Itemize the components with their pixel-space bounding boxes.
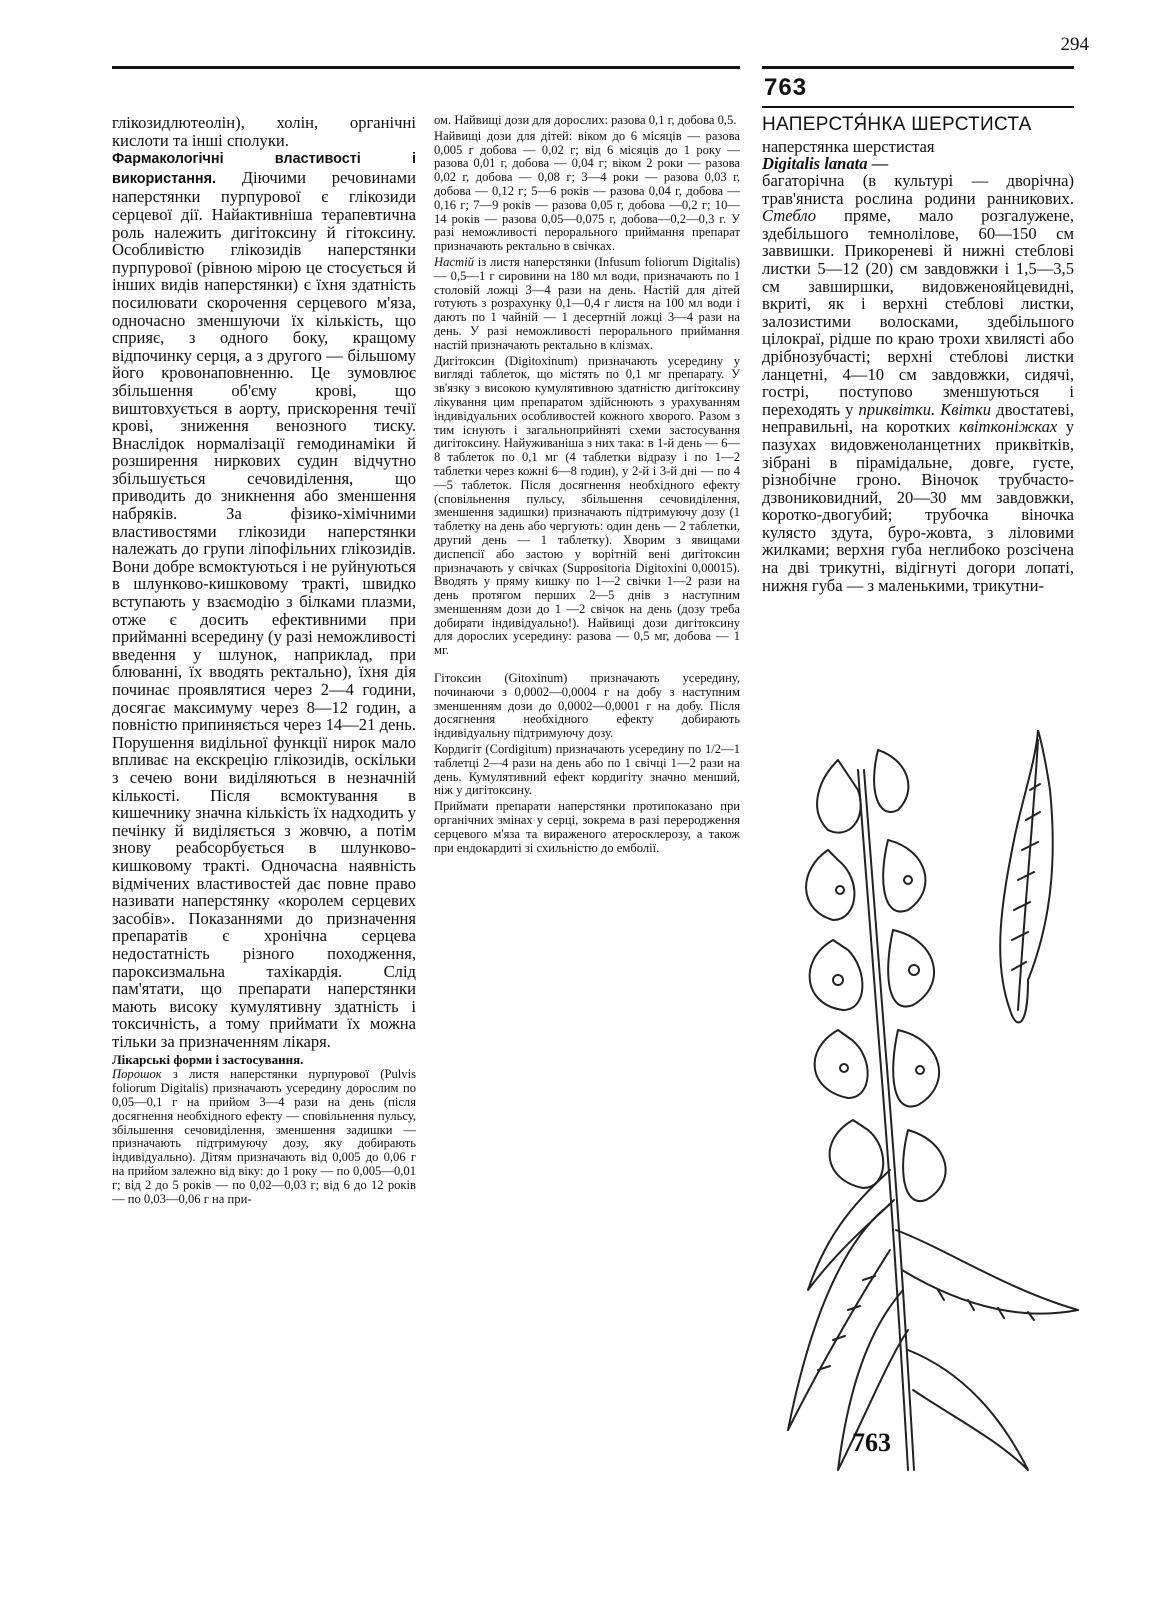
digitoxin-paragraph: Дигітоксин (Digitoxinum) призначають усередину у вигляді таблеток, що містять по 0,1 мг препарату. У зв'язку з високою кумулятивною здатністю дигітоксину лікування цим препаратом здійснюють з урахуванням індивідуальних особливостей кожного хворого. Разом з тим існують і загальноприйняті схеми застосування дигітоксину. Найуживаніша з них така: в 1-й день — 6—8 таблеток по 0,1 мг (4 таблетки відразу і по 1—2 таблетки через кожні 6—8 годин), у 2-й і 3-й дні — по 4—5 таблеток. Після досягнення необхідного ефекту (сповільнення пульсу, збільшення сечовиділення, зменшення задишки) призначають підтримуючу дозу (1 таблетку на день або чергують: один день — 2 таблетки, другий день — 1 таблетку). Хворим з явищами диспепсії або застою у ворітній вені дигітоксин призначають у свічках (Suppositoria Digitoxini 0,00015). Вводять у пряму кишку по 1—2 свічки 1—2 рази на день протягом перших 2—5 днів з наступним зменшенням дози до 1 —2 свічок на день (дозу треба добирати індивідуально!). Найвищі дози дигітоксину для дорослих усередину: разова — 0,5 мг, добова — 1 мг. — [434, 353, 740, 658]
header-rule-left — [112, 66, 740, 69]
illustration-label: 763 — [852, 1428, 891, 1457]
flowers-label: Квітки — [940, 399, 992, 419]
plant-description — [762, 172, 1074, 594]
powder-paragraph — [112, 1068, 416, 1206]
gitoxin-paragraph: Гітоксин (Gitoxinum) призначають усередину, починаючи з 0,0002—0,0004 г на добу з наступним зменшенням дози до 0,0002—0,0001 г на добу. Після досягнення необхідного ефекту добирають індивідуальну підтримуючу дозу. — [434, 671, 740, 741]
col1-pharmacology — [112, 149, 416, 1050]
forms-heading: Лікарські форми і застосування. — [112, 1052, 304, 1068]
entry-title-latin: Digitalis lanata — — [762, 154, 889, 173]
col1-intro: глікозидлютеолін), холін, органічні кислоти та інші сполуки. — [112, 113, 416, 150]
description-part-2: пряме, мало розгалужене, здебільшого темнолілове, 60—150 см заввишки. Прикореневі й нижні стеблові листки 5—12 (20) см завдовжки і 1,5—3,5 см завширшки, видовженояйцевидні, вкриті, як і верхні стеблові листки, залозистими волосками, здебільшого цілокраї, рідше по краю трохи хвилясті або дрібнозубчасті; верхні стеблові листки ланцетні, 4—10 см завдовжки, сидячі, гострі, поступово зменшуються і переходять у — [762, 206, 1074, 419]
col2-adult-doses: ом. Найвищі дози для дорослих: разова 0,1 г, добова 0,5. — [434, 113, 737, 127]
header-rule-right — [762, 66, 1074, 69]
powder-label: Порошок — [112, 1067, 162, 1082]
description-part-4: у пазухах видовженоланцетних приквітків, зібрані в пірамідальне, довге, густе, різнобічне гроно. Віночок трубчасто-дзвониковидний, 20—30 мм завдовжки, коротко-двогубий; трубочка віночка кулясто здута, буро-жовта, з ліловими жилками; верхня губа неглибоко розсічена на дві трикутні, відігнуті догори лопаті, нижня губа — з маленькими, трикутни- — [762, 417, 1074, 595]
col2-child-doses: Найвищі дози для дітей: віком до 6 місяців — разова 0,005 г добова — 0,02 г; від 6 місяців до 1 року — разова 0,01 г, добова — 0,04 г; віком 2 роки — разова 0,02 г, добова — 0,08 г; 3—4 роки — разова 0,03 г, добова — 0,12 г; 5—6 років — разова 0,04 г, добова — 0,16 г; 7—9 років — разова 0,05 г, добова —0,2 г; 10—14 років — разова 0,05—0,075 г, добова—0,2—0,3 г. У разі неможливості перорального приймання препарат призначають ректально в свічках. — [434, 128, 740, 254]
entry-number-rule — [762, 106, 1074, 108]
entry-title-russian: наперстянка шерстистая — [762, 137, 935, 156]
pedicels-label: квітконіжках — [958, 417, 1058, 437]
pharmacology-text: Діючими речовинами наперстянки пурпурової є глікозиди серцевої дії. Найактивніша терапевтична роль належить дигітоксину й гітоксину. Особливістю глікозидів наперстянки пурпурової (рівною мірою це стосується й інших видів наперстянки) є їхня здатність посилювати скорочення серцевого м'яза, одночасно зменшуючи їх кількість, що сприяє, з одного боку, кращому відпочинку серця, а з другого — більшому його кровонаповненню. Це зумовлює збільшення об'єму крові, що виштовхується в аорту, прискорення течії крові, зниження венозного тиску. Внаслідок нормалізації гемодинаміки й розширення ниркових судин відчутно збільшується сечовиділення, що приводить до зникнення або зменшення набряків. За фізико-хімічними властивостями глікозиди наперстянки належать до групи ліпофільних глікозидів. Вони добре всмоктуються і не руйнуються в шлунково-кишковому тракті, швидко вступають у взаємодію з білками плазми, отже є досить ефективними при прийманні всередину (у разі неможливості введення у шлунок, наприклад, при блюванні, їх вводять ректально), їхня дія починає проявлятися через 2—4 години, досягає максимуму через 8—12 годин, а повністю припиняється через 14—21 день. Порушення видільної функції нирок мало впливає на екскрецію глікозидів, оскільки з сечею вони виділяються в незначній кількості. Після всмоктування в кишечнику значна кількість їх надходить у печінку й виділяється з жовчю, а потім знову реабсорбується в шлунково-кишковому тракті. Одночасна наявність відмічених властивостей дає повне право називати наперстянку «королем серцевих засобів». Показаннями до призначення препаратів є хронічна серцева недостатність різного походження, пароксизмальна тахікардія. Слід пам'ятати, що препарати наперстянки мають високу кумулятивну здатність і токсичність, а тому приймати їх можна тільки за призначенням лікаря. — [112, 167, 416, 1051]
infusion-paragraph — [434, 256, 740, 353]
column-2 — [434, 114, 740, 855]
cordigit-paragraph: Кордигіт (Cordigitum) призначають усередину по 1/2—1 таблетці 2—4 рази на день або по 1 свічці 1—2 рази на день. Кумулятивний ефект кордигіту значно менший, ніж у дигітоксину. — [434, 742, 740, 798]
powder-text: з листя наперстянки пурпурової (Pulvis foliorum Digitalis) призначають усередину дорослим по 0,05—0,1 г на прийом 3—4 рази на день (після досягнення необхідного ефекту — сповільнення пульсу, збільшення сечовиділення, зменшення задишки — призначають підтримуючу дозу, яку добирають індивідуально). Дітям призначають від 0,005 до 0,06 г на прийом залежно від віку: до 1 року — по 0,005—0,01 г; від 2 до 5 років — по 0,02—0,03 г; від 6 до 12 років — по 0,03—0,06 г на при- — [112, 1067, 416, 1206]
entry-number: 763 — [764, 74, 808, 101]
page-number: 294 — [1060, 34, 1089, 55]
bracts-label: приквітки. — [858, 399, 936, 419]
stem-label: Стебло — [762, 206, 817, 226]
description-part-1: багаторічна (в культурі — дворічна) трав'яниста рослина родини ранникових. — [762, 171, 1074, 208]
column-3 — [762, 114, 1074, 594]
infusion-label: Настій — [434, 254, 474, 269]
description-part-3: двостатеві, неправильні, на коротких — [762, 399, 1075, 437]
plant-illustration — [778, 730, 1098, 1490]
entry-title: НАПЕРСТЯ́НКА ШЕРСТИСТА — [762, 114, 1032, 135]
column-1 — [112, 114, 416, 1206]
contraindications-paragraph: Приймати препарати наперстянки протипоказано при органічних змінах у серці, зокрема в разі переродження серцевого м'яза та вираженого атеросклерозу, а також при ендокардиті зі схильністю до емболії. — [434, 799, 740, 855]
pharmacology-heading: Фармакологічні властивості і використання. — [112, 151, 416, 187]
infusion-text: із листя наперстянки (Infusum foliorum Digitalis) — 0,5—1 г сировини на 180 мл води, призначають по 1 столовій ложці 3—4 рази на день. Настій для дітей готують з розрахунку 0,1—0,4 г листя на 100 мл води і дають по 1 чайній — 1 десертній ложці 3—4 рази на день. У разі неможливості перорального приймання настій призначають ректально в клізмах. — [434, 254, 740, 352]
